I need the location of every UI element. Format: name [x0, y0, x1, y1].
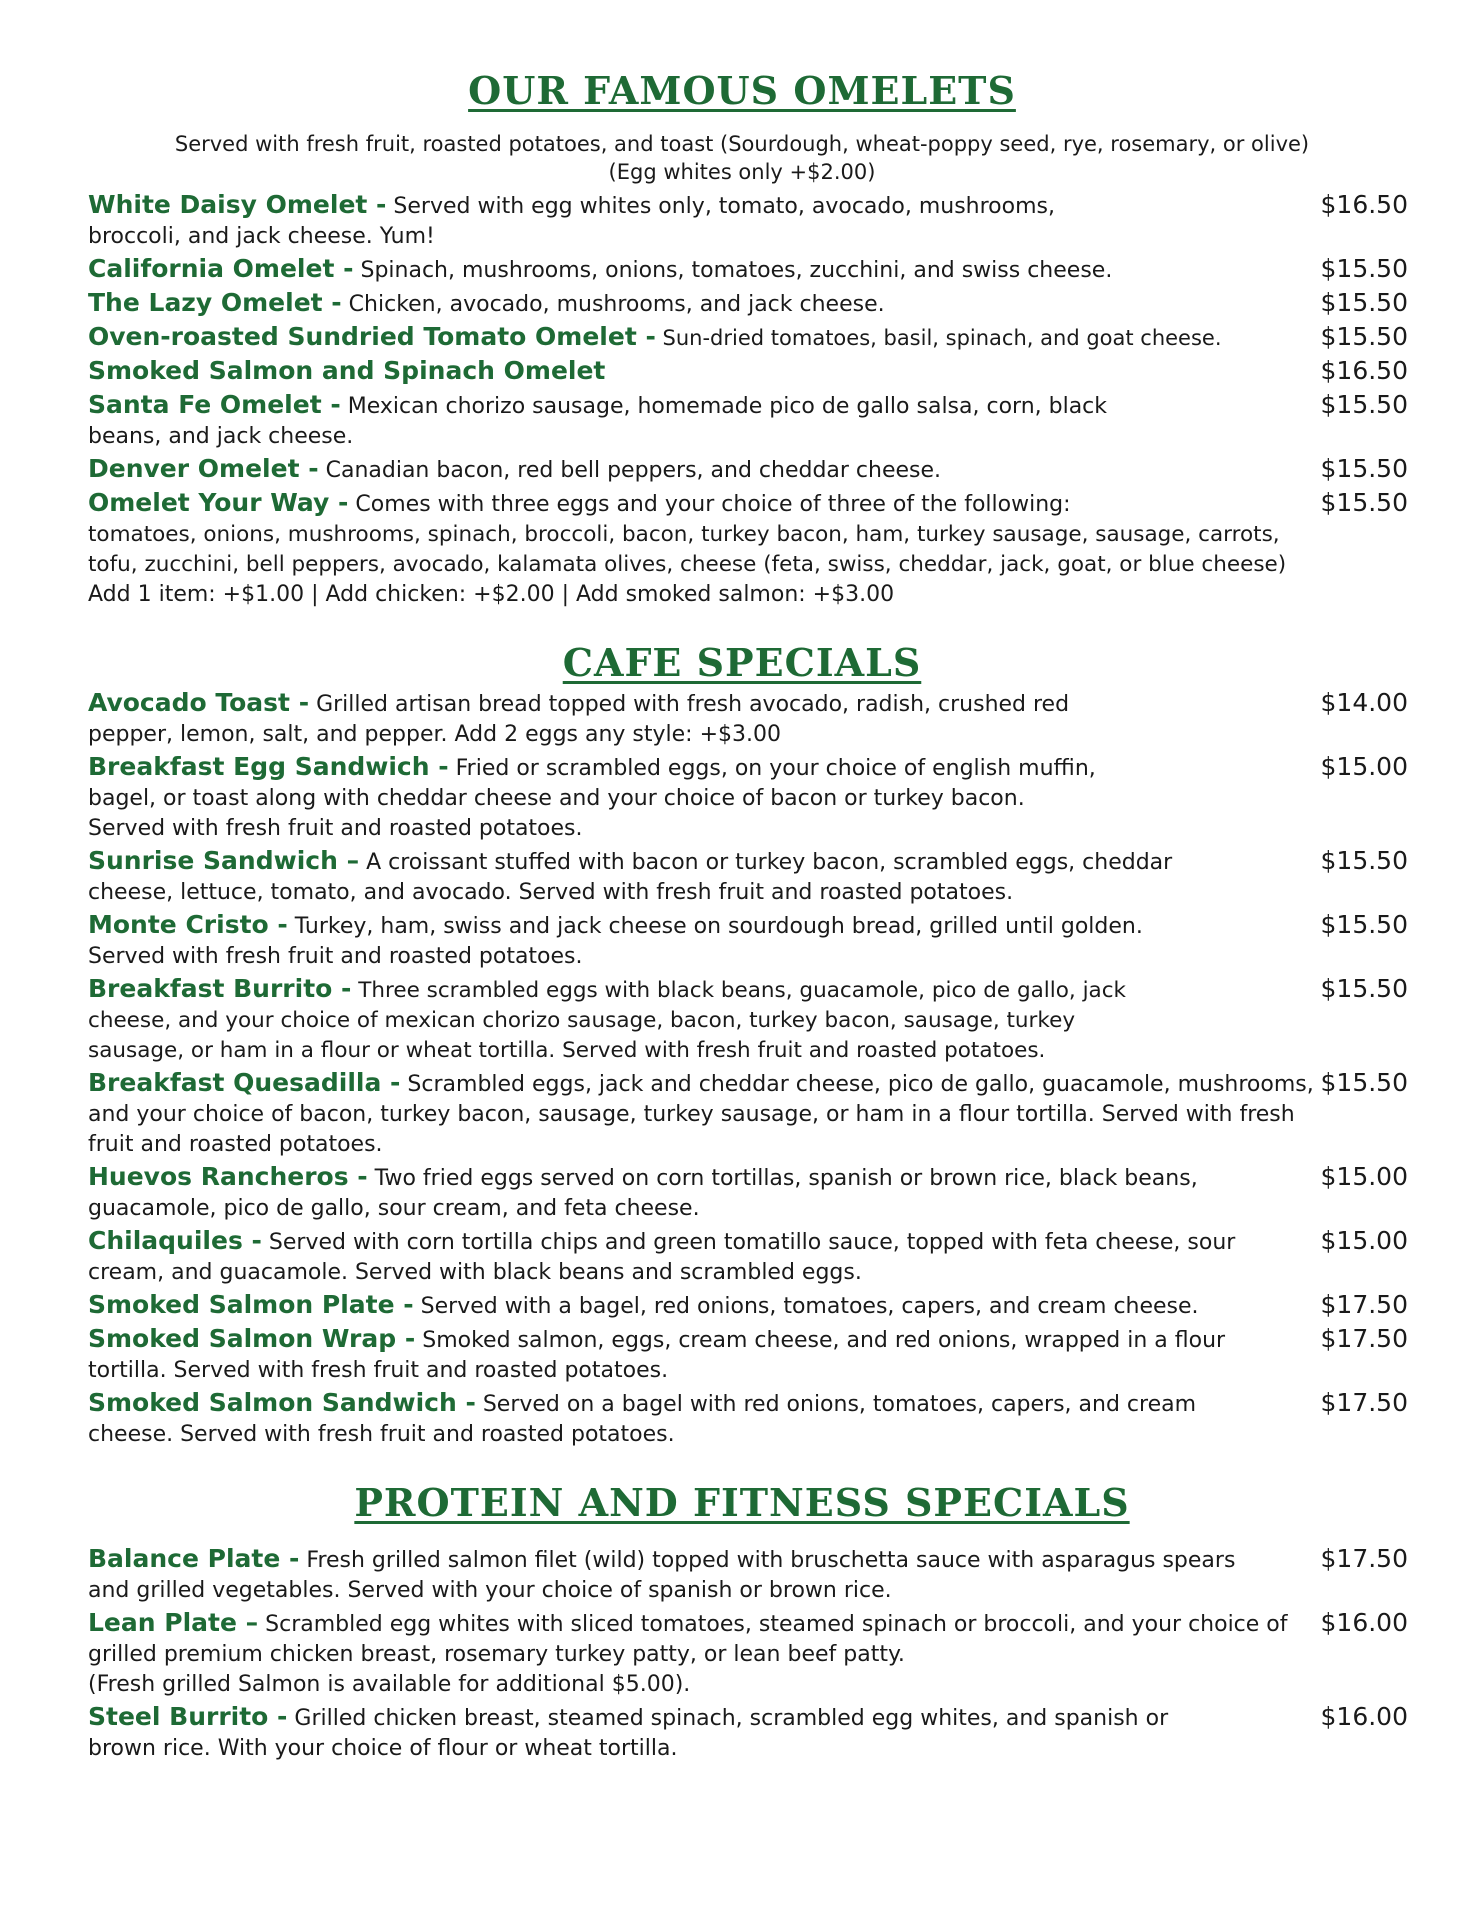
menu-item: [88, 1162, 1408, 1224]
item-price: $17.50: [1320, 1290, 1408, 1319]
menu-item: [88, 454, 1408, 486]
omelets-subtitle-line1: Served with fresh fruit, roasted potatoes, and toast (Sourdough, wheat-poppy seed, rye, rosemary, or olive): [174, 132, 1310, 156]
item-name: Smoked Salmon Wrap -: [88, 1324, 416, 1353]
item-desc: Two fried eggs served on corn tortillas, spanish or brown rice, black beans, guacamole, pico de gallo, sour cream, and feta cheese.: [88, 1166, 1198, 1221]
menu-item: [88, 1290, 1408, 1322]
item-desc: Spinach, mushrooms, onions, tomatoes, zucchini, and swiss cheese.: [353, 258, 1113, 283]
item-name: Balance Plate -: [88, 1544, 300, 1573]
item-price: $15.50: [1320, 390, 1408, 419]
menu-item: [88, 974, 1408, 1066]
menu-item: [88, 752, 1408, 844]
item-name: Santa Fe Omelet -: [88, 390, 341, 419]
item-name: Smoked Salmon Sandwich -: [88, 1388, 476, 1417]
item-price: $17.50: [1320, 1324, 1408, 1353]
item-desc: Canadian bacon, red bell peppers, and cheddar cheese.: [318, 458, 942, 483]
item-price: $16.50: [1320, 190, 1408, 219]
item-name: Monte Cristo -: [88, 910, 288, 939]
item-desc: Served on a bagel with red onions, tomatoes, capers, and cream cheese. Served with fresh fruit and roasted potatoes.: [88, 1392, 1197, 1447]
item-extra: tofu, zucchini, bell peppers, avocado, kalamata olives, cheese (feta, swiss, cheddar, jack, goat, or blue cheese): [88, 552, 1287, 577]
item-name: Steel Burrito -: [88, 1702, 288, 1731]
item-extra: Add 1 item: +$1.00 | Add chicken: +$2.00 | Add smoked salmon: +$3.00: [88, 582, 895, 607]
menu-item: [88, 288, 1408, 320]
menu-item: [88, 688, 1408, 750]
menu-item: [88, 190, 1408, 252]
item-price: $15.00: [1320, 752, 1408, 781]
section-title-omelets: OUR FAMOUS OMELETS: [468, 68, 1016, 113]
item-price: $15.50: [1320, 488, 1408, 517]
item-name: Omelet Your Way -: [88, 488, 349, 517]
omelets-subtitle-line2: (Egg whites only +$2.00): [608, 160, 876, 184]
item-desc: Scrambled egg whites with sliced tomatoes, steamed spinach or broccoli, and your choice of grilled premium chicken breast, rosemary turkey patty, or lean beef patty.: [88, 1612, 1288, 1667]
item-name: Smoked Salmon and Spinach Omelet: [88, 356, 606, 385]
item-name: Huevos Rancheros -: [88, 1162, 368, 1191]
menu-item: [88, 1608, 1408, 1700]
item-price: $15.50: [1320, 910, 1408, 939]
item-price: $15.00: [1320, 1226, 1408, 1255]
item-price: $15.50: [1320, 322, 1408, 351]
item-desc: Grilled artisan bread topped with fresh avocado, radish, crushed red pepper, lemon, salt, and pepper. Add 2 eggs any style: +$3.00: [88, 692, 1070, 747]
item-desc: Mexican chorizo sausage, homemade pico de gallo salsa, corn, black beans, and jack cheese.: [88, 394, 1108, 449]
item-desc: Fresh grilled salmon filet (wild) topped with bruschetta sauce with asparagus spears and grilled vegetables. Served with your choice of spanish or brown rice.: [88, 1548, 1236, 1603]
item-name: Lean Plate –: [88, 1608, 259, 1637]
item-name: Chilaquiles -: [88, 1226, 262, 1255]
item-desc: Sun-dried tomatoes, basil, spinach, and goat cheese.: [655, 326, 1222, 350]
item-name: Breakfast Egg Sandwich -: [88, 752, 449, 781]
item-desc: Three scrambled eggs with black beans, guacamole, pico de gallo, jack cheese, and your choice of mexican chorizo sausage, bacon, turkey bacon, sausage, turkey sausage, or ham in a flour or wheat tortilla. Served with fresh fruit and roasted potatoes.: [88, 978, 1126, 1063]
item-name: Smoked Salmon Plate -: [88, 1290, 414, 1319]
menu-item: [88, 1388, 1408, 1450]
menu-item: [88, 1226, 1408, 1288]
item-desc: Scrambled eggs, jack and cheddar cheese, pico de gallo, guacamole, mushrooms, and your choice of bacon, turkey bacon, sausage, turkey sausage, or ham in a flour tortilla. Served with fresh fruit and roasted potatoes.: [88, 1072, 1314, 1157]
item-desc: Grilled chicken breast, steamed spinach, scrambled egg whites, and spanish or brown rice. With your choice of flour or wheat tortilla.: [88, 1706, 1169, 1761]
menu-item: [88, 488, 1408, 610]
item-name: White Daisy Omelet -: [88, 190, 387, 219]
item-name: Avocado Toast -: [88, 688, 310, 717]
item-desc: Fried or scrambled eggs, on your choice of english muffin, bagel, or toast along with cheddar cheese and your choice of bacon or turkey bacon. Served with fresh fruit and roasted potatoes.: [88, 756, 1096, 841]
item-price: $15.50: [1320, 254, 1408, 283]
item-price: $17.50: [1320, 1544, 1408, 1573]
item-price: $15.50: [1320, 974, 1408, 1003]
item-extra: tomatoes, onions, mushrooms, spinach, broccoli, bacon, turkey bacon, ham, turkey sausage, sausage, carrots,: [88, 522, 1280, 547]
item-price: $17.50: [1320, 1388, 1408, 1417]
item-extra: (Fresh grilled Salmon is available for additional $5.00).: [88, 1672, 691, 1697]
item-name: Sunrise Sandwich –: [88, 846, 360, 875]
item-desc: Chicken, avocado, mushrooms, and jack cheese.: [341, 292, 885, 317]
menu-item: [88, 910, 1408, 972]
menu-item: [88, 254, 1408, 286]
item-desc: Served with corn tortilla chips and green tomatillo sauce, topped with feta cheese, sour cream, and guacamole. Served with black beans and scrambled eggs.: [88, 1230, 1236, 1285]
item-price: $15.00: [1320, 1162, 1408, 1191]
item-price: $15.50: [1320, 846, 1408, 875]
item-price: $16.00: [1320, 1702, 1408, 1731]
item-price: $15.50: [1320, 288, 1408, 317]
item-desc: Served with a bagel, red onions, tomatoes, capers, and cream cheese.: [413, 1294, 1199, 1319]
section-title-cafe: CAFE SPECIALS: [562, 640, 922, 685]
item-price: $14.00: [1320, 688, 1408, 717]
item-desc: Served with egg whites only, tomato, avocado, mushrooms, broccoli, and jack cheese. Yum!: [88, 194, 1055, 249]
menu-item: [88, 322, 1408, 354]
item-desc: Comes with three eggs and your choice of three of the following:: [348, 492, 1071, 517]
menu-item: [88, 1702, 1408, 1764]
item-name: Breakfast Quesadilla -: [88, 1068, 401, 1097]
item-name: Oven-roasted Sundried Tomato Omelet -: [88, 322, 656, 351]
item-price: $16.00: [1320, 1608, 1408, 1637]
menu-item: [88, 1544, 1408, 1606]
menu-item: [88, 846, 1408, 908]
item-price: $15.50: [1320, 1068, 1408, 1097]
item-price: $16.50: [1320, 356, 1408, 385]
item-name: Breakfast Burrito -: [88, 974, 352, 1003]
menu-item: [88, 390, 1408, 452]
item-desc: A croissant stuffed with bacon or turkey bacon, scrambled eggs, cheddar cheese, lettuce, tomato, and avocado. Served with fresh fruit and roasted potatoes.: [88, 850, 1173, 905]
menu-item: [88, 356, 1408, 388]
item-desc: Smoked salmon, eggs, cream cheese, and red onions, wrapped in a flour tortilla. Served with fresh fruit and roasted potatoes.: [88, 1328, 1226, 1383]
item-name: California Omelet -: [88, 254, 354, 283]
item-price: $15.50: [1320, 454, 1408, 483]
item-name: The Lazy Omelet -: [88, 288, 342, 317]
menu-item: [88, 1324, 1408, 1386]
item-name: Denver Omelet -: [88, 454, 319, 483]
section-title-protein: PROTEIN AND FITNESS SPECIALS: [354, 1480, 1130, 1525]
menu-item: [88, 1068, 1408, 1160]
item-desc: Turkey, ham, swiss and jack cheese on sourdough bread, grilled until golden. Served with fresh fruit and roasted potatoes.: [88, 914, 1143, 969]
